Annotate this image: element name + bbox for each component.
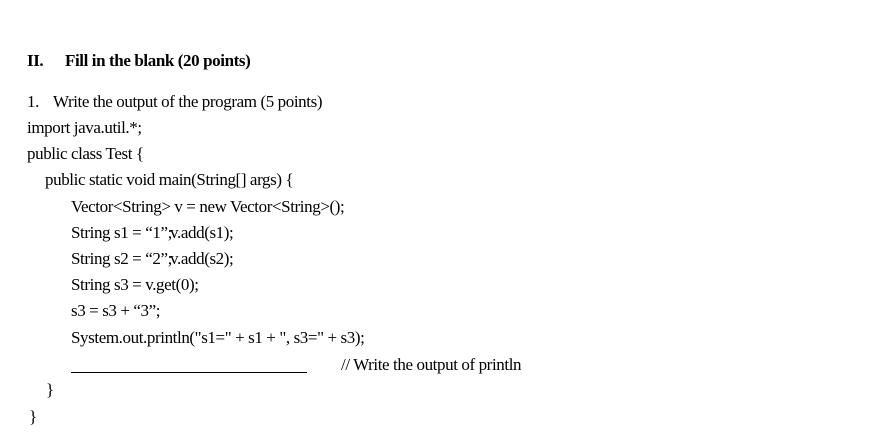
answer-comment: // Write the output of println [341, 355, 522, 374]
code-println: System.out.println("s1=" + s1 + ", s3=" + s3); [71, 328, 365, 347]
section-number: II. [27, 51, 44, 70]
code-s3-concat: s3 = s3 + “3”; [71, 301, 161, 320]
code-s3-get: String s3 = v.get(0); [71, 275, 199, 294]
code-class-decl: public class Test { [27, 144, 144, 163]
code-vector-decl: Vector<String> v = new Vector<String>(); [71, 197, 345, 216]
code-s2-add: v.add(s2); [170, 249, 234, 268]
question-line [27, 91, 322, 113]
code-s1-decl: String s1 = “1”; [71, 223, 172, 242]
question-text: Write the output of the program (5 points) [53, 92, 323, 111]
code-s2-decl: String s2 = “2”; [71, 249, 172, 268]
code-main-decl: public static void main(String[] args) { [45, 170, 294, 189]
code-s1-add: v.add(s1); [170, 223, 234, 242]
code-close-main: } [46, 380, 54, 399]
code-close-class: } [29, 407, 37, 426]
code-import: import java.util.*; [27, 118, 142, 137]
question-number: 1. [27, 92, 39, 111]
section-heading [27, 50, 250, 72]
answer-blank-line [71, 372, 307, 373]
section-title: Fill in the blank (20 points) [65, 51, 251, 70]
